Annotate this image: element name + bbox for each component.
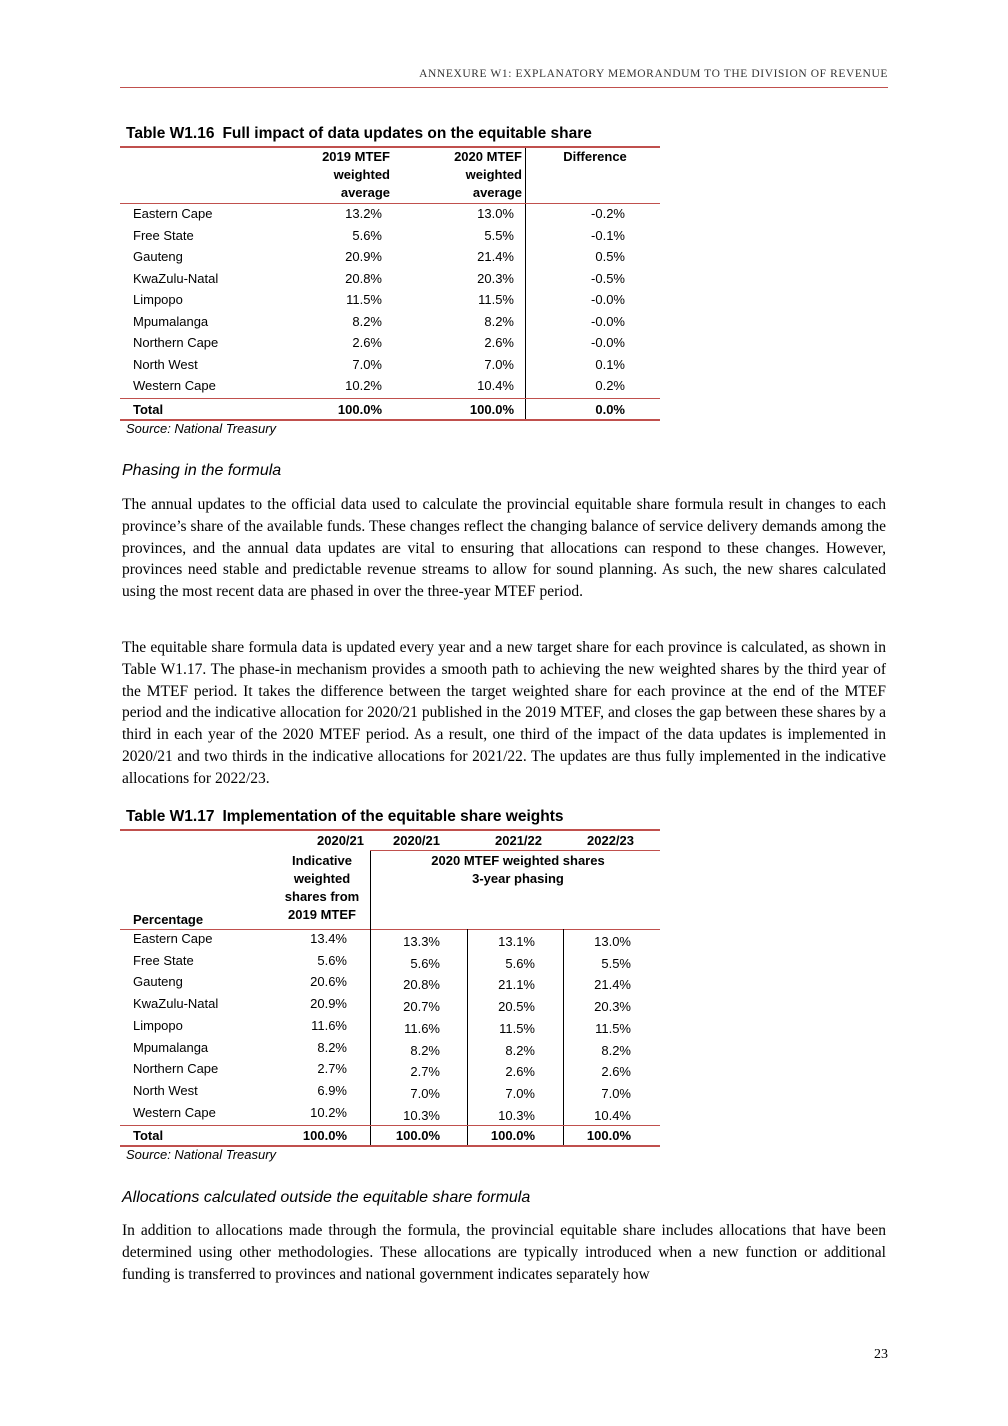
table2-value-indicative: 20.6% <box>310 974 347 990</box>
table2-percentage-label: Percentage <box>133 912 204 927</box>
table2-year-col1: 2020/21 <box>317 833 364 848</box>
table2-value-2022-23: 8.2% <box>601 1042 631 1058</box>
table2-value-2021-22: 10.3% <box>498 1107 535 1123</box>
table1-value-2019: 2.6% <box>352 335 382 350</box>
table2-value-2020-21: 13.3% <box>403 934 440 949</box>
table2-indicative-subheader: Indicative weighted shares from 2019 MTEF <box>284 853 360 922</box>
table2-year-col4: 2022/23 <box>587 833 634 848</box>
table2-value-2022-23: 21.4% <box>594 977 631 993</box>
table1-header-difference: Difference <box>563 149 627 164</box>
table2-title <box>126 808 564 826</box>
table1-value-diff: 0.1% <box>595 356 625 372</box>
table1-value-2019: 8.2% <box>352 313 382 329</box>
table2-province: KwaZulu-Natal <box>133 996 219 1012</box>
table2-source: Source: National Treasury <box>126 1147 277 1162</box>
table2-total-rule <box>120 1125 660 1126</box>
table2-value-2022-23: 10.4% <box>594 1107 631 1123</box>
table2-value-indicative: 20.9% <box>310 996 347 1012</box>
table1-value-2019: 20.8% <box>345 270 382 286</box>
table2-province: Northern Cape <box>133 1061 219 1077</box>
table1-value-2019: 5.6% <box>352 227 382 243</box>
table2-value-indicative: 11.6% <box>311 1017 347 1033</box>
table1-total-2020: 100.0% <box>469 402 514 417</box>
table1-value-2020: 7.0% <box>484 356 514 372</box>
table1-value-2020: 13.0% <box>477 206 514 221</box>
table1-value-diff: 0.5% <box>595 249 625 264</box>
table2-value-2020-21: 20.8% <box>403 977 440 993</box>
table2-province: Mpumalanga <box>133 1039 209 1055</box>
table2-total-y3: 100.0% <box>586 1128 631 1143</box>
table2-number: Table W1.17 <box>126 808 215 825</box>
section-heading-phasing: Phasing in the formula <box>122 462 282 479</box>
table2-value-2022-23: 2.6% <box>601 1064 631 1080</box>
table2-total-y2: 100.0% <box>490 1128 535 1143</box>
table1-value-2019: 20.9% <box>345 249 382 264</box>
table2-province: Limpopo <box>133 1017 183 1033</box>
table2-total-y1: 100.0% <box>395 1128 440 1143</box>
table1-value-2019: 7.0% <box>352 356 382 372</box>
paragraph-phasing-2: The equitable share formula data is updated every year and a new target share for each province is calculated, as shown in Table W1.17. The phase-in mechanism provides a smooth path to achieving the new weighted shares by the third year of the MTEF period. It takes the difference between the target weighted share for each province at the end of the MTEF period and the indicative allocation for 2020/21 published in the 2019 MTEF, and closes the gap between these shares by a third in each year of the 2020 MTEF period. As a result, one third of the impact of the data updates is implemented in 2020/21 and two thirds in the indicative allocations for 2021/22. The updates are thus fully implemented in the indicative allocations for 2022/23. <box>122 639 886 787</box>
table1-province: Mpumalanga <box>133 313 209 329</box>
table2-title-text: Implementation of the equitable share weights <box>222 808 564 825</box>
table1-value-2019: 11.5% <box>346 292 382 307</box>
table1-value-2019: 13.2% <box>345 206 382 221</box>
table1-value-diff: -0.0% <box>591 313 625 329</box>
table2-total-ind: 100.0% <box>302 1128 347 1143</box>
table2-value-2021-22: 7.0% <box>505 1085 535 1101</box>
table2-total-label: Total <box>133 1128 164 1143</box>
table2-value-indicative: 6.9% <box>317 1082 347 1098</box>
table1-total-2019: 100.0% <box>337 402 382 417</box>
table1-header-2020: 2020 MTEF weighted average <box>454 149 522 200</box>
table2-value-2021-22: 21.1% <box>498 977 535 993</box>
table1-value-diff: -0.0% <box>591 292 625 307</box>
table1-value-2019: 10.2% <box>345 378 382 393</box>
table2-value-2020-21: 7.0% <box>410 1085 440 1101</box>
table2-province: Western Cape <box>133 1104 216 1120</box>
table2-value-2021-22: 2.6% <box>505 1064 535 1080</box>
table2-value-2021-22: 13.1% <box>498 934 535 949</box>
table2-value-indicative: 8.2% <box>317 1039 347 1055</box>
table2-year-col2: 2020/21 <box>393 833 440 848</box>
table2-province: Free State <box>133 952 194 968</box>
table2-value-2020-21: 8.2% <box>410 1042 440 1058</box>
table1-column-divider <box>525 148 526 420</box>
table1-value-diff: -0.2% <box>591 206 625 221</box>
table2-value-2022-23: 5.5% <box>601 955 631 971</box>
table1-value-2020: 2.6% <box>484 335 514 350</box>
table1-total-rule <box>120 398 660 399</box>
section-heading-allocations: Allocations calculated outside the equitable share formula <box>122 1189 531 1206</box>
table1-value-2020: 5.5% <box>484 227 514 243</box>
table1-province: North West <box>133 356 198 372</box>
table2-value-indicative: 2.7% <box>317 1061 347 1077</box>
table1-total-label: Total <box>133 402 164 417</box>
table2-value-2021-22: 11.5% <box>499 1020 535 1036</box>
table1-province: Eastern Cape <box>133 206 213 221</box>
header-rule <box>120 87 888 88</box>
table1-value-2020: 21.4% <box>477 249 514 264</box>
table2-value-indicative: 13.4% <box>310 931 347 946</box>
table2-province: Eastern Cape <box>133 931 213 946</box>
table2-value-2022-23: 7.0% <box>601 1085 631 1101</box>
table2-province: Gauteng <box>133 974 183 990</box>
table2-value-2022-23: 20.3% <box>594 999 631 1015</box>
paragraph-allocations-1: In addition to allocations made through the formula, the provincial equitable share includes allocations that have been determined using other methodologies. These allocations are typically introduced when a new function or additional funding is transferred to provinces and national government indicates separately how <box>122 1222 886 1283</box>
table1-value-diff: 0.2% <box>595 378 625 393</box>
table1-header-2019: 2019 MTEF weighted average <box>322 149 390 200</box>
table2-value-2020-21: 5.6% <box>410 955 440 971</box>
table1-value-2020: 20.3% <box>477 270 514 286</box>
table2-value-2022-23: 13.0% <box>594 934 631 949</box>
table1-value-diff: -0.1% <box>591 227 625 243</box>
table1-source: Source: National Treasury <box>126 421 277 436</box>
table2-value-2022-23: 11.5% <box>595 1020 631 1036</box>
table2-value-indicative: 5.6% <box>317 952 347 968</box>
table1-value-diff: -0.0% <box>591 335 625 350</box>
table1-total-diff: 0.0% <box>595 402 625 417</box>
table2-value-2020-21: 11.6% <box>404 1020 440 1036</box>
table2-value-indicative: 10.2% <box>310 1104 347 1120</box>
table1-province: Free State <box>133 227 194 243</box>
table1-title-text: Full impact of data updates on the equitable share <box>222 125 592 142</box>
paragraph-phasing-1: The annual updates to the official data used to calculate the provincial equitable share formula result in changes to each province’s share of the available funds. These changes reflect the changing balance of service delivery demands among the provinces, and the annual data updates are vital to ensuring that allocations can respond to these changes. However, provinces need stable and predictable revenue streams to allow for sound planning. As such, the new shares calculated using the most recent data are phased in over the three-year MTEF period. <box>122 496 886 601</box>
table1-number: Table W1.16 <box>126 125 215 142</box>
table1-value-2020: 8.2% <box>484 313 514 329</box>
table1-title <box>126 125 592 143</box>
table1-value-2020: 10.4% <box>477 378 514 393</box>
running-header: ANNEXURE W1: EXPLANATORY MEMORANDUM TO THE DIVISION OF REVENUE <box>419 68 888 80</box>
page-number: 23 <box>874 1347 888 1362</box>
table1-province: KwaZulu-Natal <box>133 270 219 286</box>
table1-value-2020: 11.5% <box>478 292 514 307</box>
table2-province: North West <box>133 1082 198 1098</box>
table1-header-rule <box>120 203 660 204</box>
table1-province: Northern Cape <box>133 335 219 350</box>
table1-value-diff: -0.5% <box>591 270 625 286</box>
table2-year-col3: 2021/22 <box>495 833 542 848</box>
table2-value-2020-21: 2.7% <box>410 1064 440 1080</box>
table1-province: Limpopo <box>133 292 183 307</box>
table2-value-2020-21: 20.7% <box>403 999 440 1015</box>
table2-top-rule <box>120 829 660 831</box>
table2-value-2021-22: 8.2% <box>505 1042 535 1058</box>
table1-province: Gauteng <box>133 249 183 264</box>
table2-value-2021-22: 5.6% <box>505 955 535 971</box>
table2-value-2020-21: 10.3% <box>403 1107 440 1123</box>
table2-phasing-subheader: 2020 MTEF weighted shares 3-year phasing <box>431 853 605 886</box>
table1-province: Western Cape <box>133 378 216 393</box>
table2-year-rule <box>370 850 660 851</box>
table2-value-2021-22: 20.5% <box>498 999 535 1015</box>
